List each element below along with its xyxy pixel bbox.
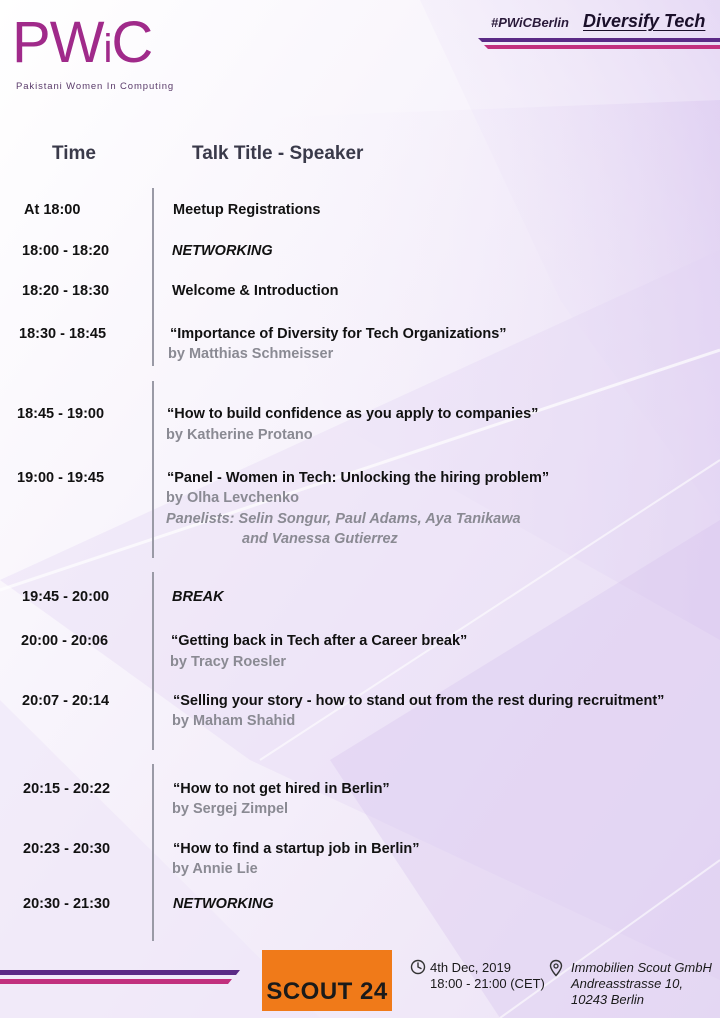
schedule-speaker: by Matthias Schmeisser [168, 346, 334, 362]
schedule-title: “Importance of Diversity for Tech Organizations” [170, 326, 507, 342]
footer-stripes [0, 967, 245, 989]
logo-letter-i: i [103, 27, 112, 71]
venue-street: Andreasstrasse 10, [571, 976, 684, 991]
logo-wordmark [12, 8, 152, 84]
schedule-title: BREAK [172, 589, 224, 605]
logo-letter-c: C [111, 10, 153, 75]
schedule-speaker: by Sergej Zimpel [172, 801, 289, 817]
sponsor-name: SCOUT 24 [266, 978, 388, 1005]
column-divider [152, 572, 154, 750]
schedule-time: 20:30 - 21:30 [23, 896, 111, 912]
logo-letter-w: W [49, 10, 104, 75]
event-hours: 18:00 - 21:00 (CET) [430, 976, 545, 991]
schedule-speaker: by Katherine Protano [166, 427, 313, 443]
schedule-title: “Panel - Women in Tech: Unlocking the hiring problem” [167, 470, 550, 486]
schedule-title: “Selling your story - how to stand out from the rest during recruitment” [173, 693, 665, 709]
header-stripes [470, 36, 720, 52]
sponsor-logo [262, 950, 392, 1011]
schedule-title: NETWORKING [173, 896, 274, 912]
column-divider [152, 764, 154, 941]
event-hashtag: #PWiCBerlin [491, 15, 569, 30]
schedule-panelists-cont: and Vanessa Gutierrez [242, 531, 398, 547]
schedule-time: 20:23 - 20:30 [23, 841, 111, 857]
pwic-logo [12, 8, 212, 94]
event-date: 4th Dec, 2019 [430, 960, 511, 975]
schedule-title: “How to not get hired in Berlin” [173, 781, 390, 797]
schedule-title: Welcome & Introduction [172, 283, 339, 299]
schedule-speaker: by Annie Lie [172, 861, 258, 877]
location-pin-icon [548, 959, 564, 977]
schedule-time: 18:45 - 19:00 [17, 406, 105, 422]
column-divider [152, 188, 154, 366]
event-brand-title: Diversify Tech [583, 11, 706, 31]
schedule-title: “How to find a startup job in Berlin” [173, 841, 420, 857]
column-divider [152, 381, 154, 558]
schedule-time: 18:00 - 18:20 [22, 243, 110, 259]
schedule-speaker: by Tracy Roesler [170, 654, 287, 670]
schedule-time: 18:30 - 18:45 [19, 326, 107, 342]
schedule-speaker: by Maham Shahid [172, 713, 296, 729]
schedule-title: Meetup Registrations [173, 202, 321, 218]
schedule-title: NETWORKING [172, 243, 273, 259]
venue-city: 10243 Berlin [571, 992, 644, 1007]
schedule-panelists: Panelists: Selin Songur, Paul Adams, Aya Tanikawa [166, 511, 521, 527]
schedule-time: 19:45 - 20:00 [22, 589, 110, 605]
schedule-time: 19:00 - 19:45 [17, 470, 105, 486]
schedule-time: 20:07 - 20:14 [22, 693, 110, 709]
logo-letter-p: P [12, 10, 50, 75]
column-header-talk: Talk Title - Speaker [192, 143, 364, 164]
schedule-time: 20:15 - 20:22 [23, 781, 111, 797]
venue-name: Immobilien Scout GmbH [571, 960, 712, 975]
schedule-title: “Getting back in Tech after a Career break” [171, 633, 468, 649]
schedule-speaker: by Olha Levchenko [166, 490, 299, 506]
clock-icon [410, 959, 426, 975]
schedule-time: At 18:00 [24, 202, 81, 218]
schedule-time: 18:20 - 18:30 [22, 283, 110, 299]
logo-subtitle: Pakistani Women In Computing [16, 81, 175, 92]
schedule-time: 20:00 - 20:06 [21, 633, 109, 649]
column-header-time: Time [52, 143, 97, 164]
schedule-title: “How to build confidence as you apply to companies” [167, 406, 539, 422]
